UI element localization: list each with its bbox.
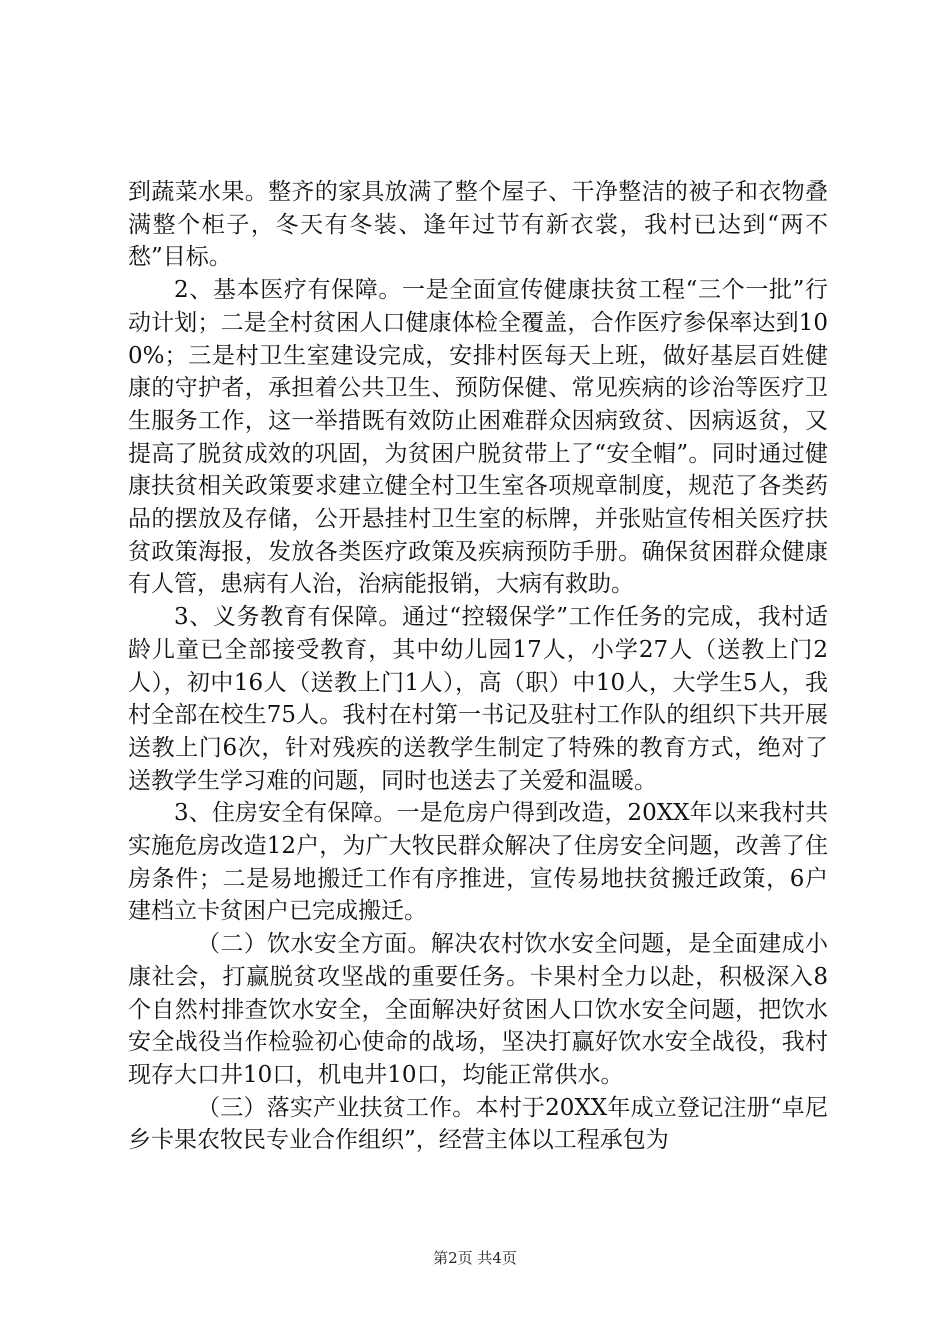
page-number-footer: 第2页 共4页 (433, 1249, 517, 1267)
paragraph-medical-security: 2、基本医疗有保障。一是全面宣传健康扶贫工程“三个一批”行动计划；二是全村贫困人口健康体检全覆盖，合作医疗参保率达到100%；三是村卫生室建设完成，安排村医每天上班，做好基层百姓健康的守护者，承担着公共卫生、预防保健、常见疾病的诊治等医疗卫生服务工作，这一举措既有效防止困难群众因病致贫、因病返贫，又提高了脱贫成效的巩固，为贫困户脱贫带上了“安全帽”。同时通过健康扶贫相关政策要求建立健全村卫生室各项规章制度，规范了各类药品的摆放及存储，公开悬挂村卫生室的标牌，并张贴宣传相关医疗扶贫政策海报，发放各类医疗政策及疾病预防手册。确保贫困群众健康有人管，患病有人治，治病能报销，大病有救助。 (128, 277, 828, 598)
paragraph-housing-security: 3、住房安全有保障。一是危房户得到改造，20XX年以来我村共实施危房改造12户，为广大牧民群众解决了住房安全问题，改善了住房条件；二是易地搬迁工作有序推进，宣传易地扶贫搬迁政策，6户建档立卡贫困户已完成搬迁。 (128, 800, 828, 925)
paragraph-continuation: 到蔬菜水果。整齐的家具放满了整个屋子、干净整洁的被子和衣物叠满整个柜子，冬天有冬装、逢年过节有新衣裳，我村已达到“两不愁”目标。 (128, 179, 828, 271)
paragraph-industry-poverty-alleviation: （三）落实产业扶贫工作。本村于20XX年成立登记注册“卓尼乡卡果农牧民专业合作组织”，经营主体以工程承包为 (128, 1094, 828, 1154)
paragraph-water-safety: （二）饮水安全方面。解决农村饮水安全问题，是全面建成小康社会，打赢脱贫攻坚战的重要任务。卡果村全力以赴，积极深入8个自然村排查饮水安全，全面解决好贫困人口饮水安全问题，把饮水安全战役当作检验初心使命的战场，坚决打赢好饮水安全战役，我村现存大口井10口，机电井10口，均能正常供水。 (128, 931, 828, 1088)
paragraph-education-security: 3、义务教育有保障。通过“控辍保学”工作任务的完成，我村适龄儿童已全部接受教育，其中幼儿园17人，小学27人（送教上门2人），初中16人（送教上门1人），高（职）中10人，大学生5人，我村全部在校生75人。我村在村第一书记及驻村工作队的组织下共开展送教上门6次，针对残疾的送教学生制定了特殊的教育方式，绝对了送教学生学习难的问题，同时也送去了关爱和温暖。 (128, 604, 828, 794)
document-body (128, 176, 828, 1157)
